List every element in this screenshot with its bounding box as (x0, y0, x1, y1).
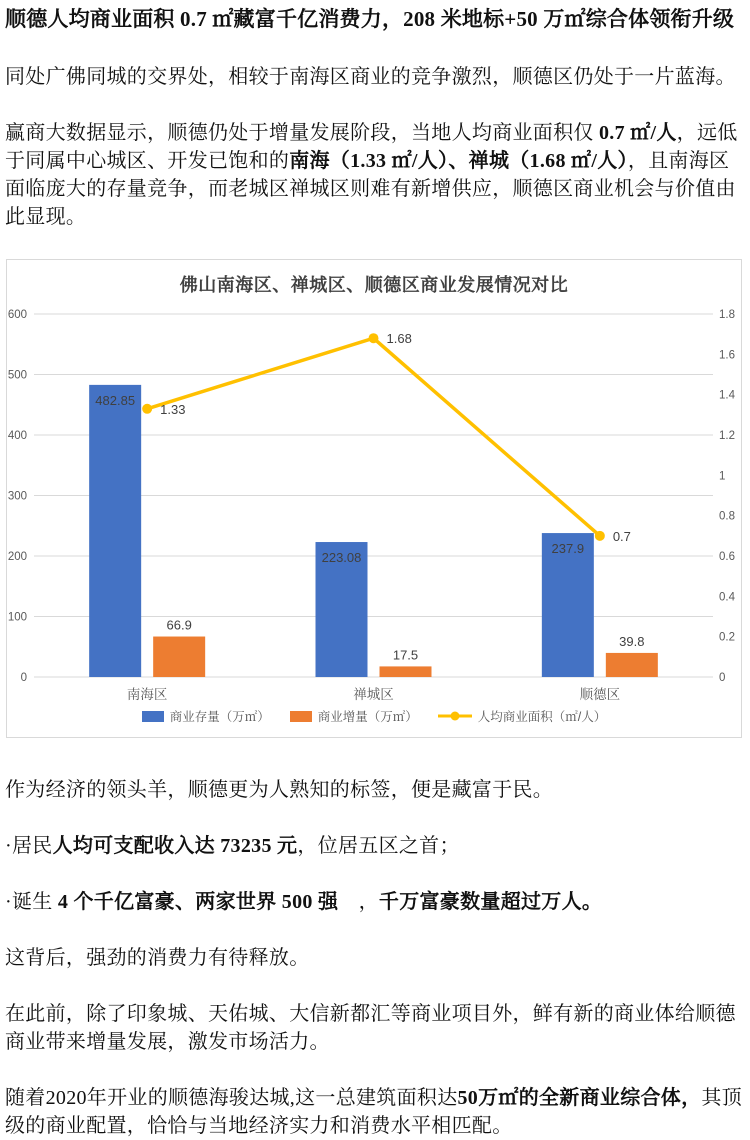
bar-data-label: 39.8 (619, 633, 645, 649)
legend-bar-swatch (290, 711, 312, 722)
category-label: 南海区 (126, 687, 168, 702)
right-axis-tick: 1.2 (719, 430, 735, 442)
paragraph-data-overview (5, 119, 745, 231)
text-run: ，远低于同属中心城区、开发已饱和的 (5, 122, 738, 172)
line-point (142, 404, 152, 414)
line-data-label: 0.7 (612, 528, 631, 544)
right-axis-tick: 0 (719, 672, 726, 684)
right-axis-tick: 0.2 (719, 631, 735, 644)
bar-data-label: 17.5 (392, 647, 419, 663)
bar-stock (89, 385, 141, 677)
left-axis-tick: 100 (7, 611, 27, 624)
right-axis-tick: 1.8 (719, 309, 735, 321)
right-axis-tick: 1.6 (719, 349, 735, 362)
text-run: ，位居五区之首； (297, 835, 460, 857)
chart-title: 佛山南海区、禅城区、顺德区商业发展情况对比 (179, 275, 569, 295)
text-run: 在此前，除了印象城、天佑城、大信新都汇等商业项目外，鲜有新的商业体给顺德商业带来增量发展，激发市场活力。 (5, 1003, 736, 1053)
line-point (369, 333, 379, 343)
right-axis-tick: 0.4 (719, 591, 735, 604)
left-axis-tick: 400 (7, 430, 27, 442)
text-run: 同处广佛同城的交界处，相较于南海区商业的竞争激烈，顺德区仍处于一片蓝海。 (5, 66, 736, 88)
paragraph-haijunda (5, 1084, 745, 1140)
bar-increment (380, 666, 432, 677)
left-axis-tick: 0 (20, 672, 27, 684)
left-axis-tick: 600 (7, 309, 27, 321)
text-run: 这背后，强劲的消费力有待释放。 (5, 947, 310, 969)
right-axis-tick: 0.8 (719, 510, 735, 523)
text-run: ·居民 (5, 835, 53, 857)
paragraph-consumption (5, 944, 745, 972)
text-run: 随着2020年开业的顺德海骏达城,这一总建筑面积达 (5, 1087, 458, 1109)
category-label: 禅城区 (353, 687, 394, 702)
legend-line-dot (450, 712, 459, 721)
bar-data-label: 66.9 (166, 617, 192, 633)
line-data-label: 1.68 (386, 331, 412, 347)
legend-item (142, 707, 270, 725)
line-point (595, 531, 605, 541)
paragraph-intro (5, 63, 745, 91)
left-axis-tick: 200 (7, 551, 27, 563)
text-run: ·诞生 (5, 891, 58, 913)
legend-line-sample (438, 710, 472, 722)
legend-bar-swatch (142, 711, 164, 722)
left-axis-tick: 300 (7, 490, 27, 503)
bold-text-run: 0.7 ㎡/人 (599, 122, 677, 144)
text-run: 赢商大数据显示，顺德仍处于增量发展阶段，当地人均商业面积仅 (5, 122, 599, 144)
right-axis-tick: 1 (719, 470, 726, 483)
left-axis-tick: 500 (7, 369, 27, 382)
article-title: 顺德人均商业面积 0.7 ㎡藏富千亿消费力，208 米地标+50 万㎡综合体领衔升级 (5, 7, 735, 31)
bold-text-run: 南海（1.33 ㎡/人）、禅城（1.68 ㎡/人） (289, 150, 628, 172)
right-axis-tick: 0.6 (719, 551, 735, 563)
legend-item (438, 707, 606, 725)
bold-text-run: 50万㎡的全新商业综合体， (457, 1087, 702, 1109)
legend-label: 商业增量（万㎡） (317, 710, 418, 724)
bold-text-run: 人均可支配收入达 73235 元 (52, 835, 298, 857)
chart-plot-area (7, 302, 741, 707)
bar-increment (606, 653, 658, 677)
chart-legend (7, 707, 741, 725)
legend-label: 人均商业面积（㎡/人） (477, 710, 607, 724)
right-axis-tick: 1.4 (719, 389, 735, 402)
bullet-income (5, 832, 745, 860)
line-series (147, 338, 600, 536)
bar-data-label: 482.85 (95, 392, 136, 408)
bar-data-label: 223.08 (321, 550, 362, 566)
text-run: 作为经济的领头羊，顺德更为人熟知的标签，便是藏富于民。 (5, 779, 554, 801)
bold-text-run: 4 个千亿富豪、两家世界 500 强 (57, 891, 339, 913)
comparison-chart (6, 259, 742, 738)
category-label: 顺德区 (579, 687, 621, 702)
legend-item (290, 707, 418, 725)
paragraph-wealth (5, 776, 745, 804)
paragraph-existing-projects (5, 1000, 745, 1056)
bold-text-run: 千万富豪数量超过万人。 (378, 891, 603, 913)
text-run: ，且南海区面临庞大的存量竞争，而老城区禅城区则难有新增供应，顺德区商业机会与价值由此显现。 (5, 150, 736, 228)
text-run: ， (338, 891, 379, 913)
legend-label: 商业存量（万㎡） (169, 710, 270, 724)
bar-data-label: 237.9 (551, 541, 585, 557)
line-data-label: 1.33 (160, 401, 186, 417)
bullet-tycoons (5, 888, 745, 916)
text-run: 其顶级的商业配置，恰恰与当地经济实力和消费水平相匹配。 (5, 1087, 743, 1137)
bar-increment (153, 637, 205, 677)
